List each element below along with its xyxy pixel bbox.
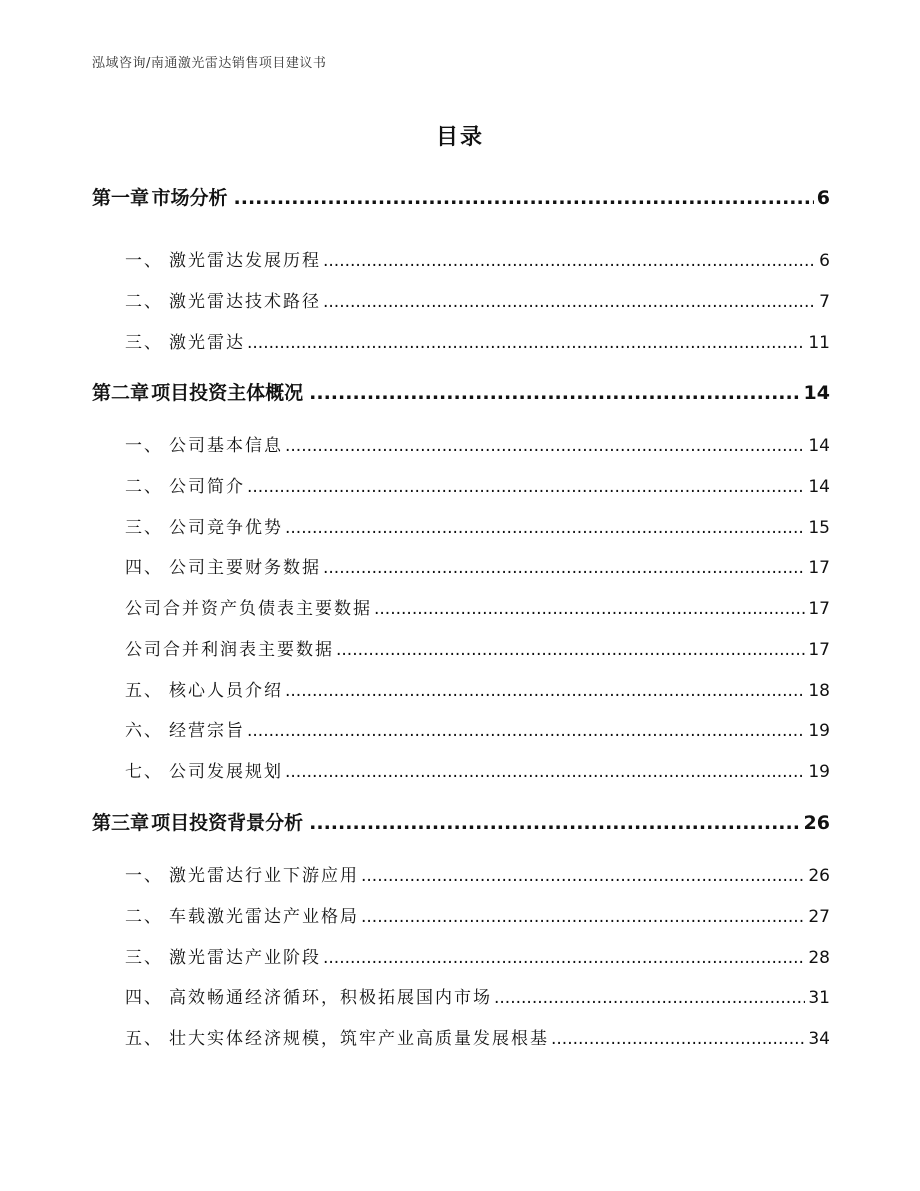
toc-chapter-1[interactable] bbox=[92, 183, 830, 210]
toc-section-title: 激光雷达行业下游应用 bbox=[169, 866, 359, 886]
toc-dot-leader bbox=[494, 988, 805, 1008]
toc-dot-leader bbox=[361, 907, 805, 927]
toc-section-number: 二、 bbox=[125, 477, 163, 497]
toc-page-number: 27 bbox=[808, 907, 830, 927]
toc-section-title: 壮大实体经济规模，筑牢产业高质量发展根基 bbox=[169, 1029, 549, 1049]
toc-section-number: 一、 bbox=[125, 251, 163, 271]
running-header: 泓域咨询/南通激光雷达销售项目建议书 bbox=[92, 56, 327, 71]
toc-section-title: 激光雷达 bbox=[169, 333, 245, 353]
toc-page-number: 14 bbox=[808, 436, 830, 456]
toc-section-number: 二、 bbox=[125, 292, 163, 312]
toc-page-number: 14 bbox=[803, 382, 830, 404]
toc-section-number: 五、 bbox=[125, 1029, 163, 1049]
toc-chapter-number: 第三章 bbox=[92, 812, 150, 834]
toc-page-number: 28 bbox=[808, 948, 830, 968]
toc-chapter-number: 第一章 bbox=[92, 187, 150, 209]
toc-section-title: 公司竞争优势 bbox=[169, 518, 283, 538]
toc-section-title: 公司主要财务数据 bbox=[169, 558, 321, 578]
toc-chapter-title: 项目投资背景分析 bbox=[151, 812, 304, 834]
toc-section-number: 四、 bbox=[125, 558, 163, 578]
toc-section-title: 公司合并利润表主要数据 bbox=[125, 640, 334, 660]
toc-section-number: 六、 bbox=[125, 721, 163, 741]
toc-dot-leader bbox=[361, 866, 805, 886]
toc-page-number: 19 bbox=[808, 721, 830, 741]
toc-dot-leader bbox=[285, 436, 805, 456]
toc-section-2-2[interactable] bbox=[92, 472, 830, 497]
toc-section-2-4[interactable] bbox=[92, 553, 830, 578]
table-of-contents bbox=[92, 0, 830, 1191]
toc-section-2-5[interactable] bbox=[92, 676, 830, 701]
toc-subsection-income-statement[interactable] bbox=[92, 635, 830, 660]
toc-section-title: 公司发展规划 bbox=[169, 762, 283, 782]
toc-section-1-2[interactable] bbox=[92, 287, 830, 312]
toc-page-number: 31 bbox=[808, 988, 830, 1008]
toc-section-number: 一、 bbox=[125, 436, 163, 456]
toc-chapter-2[interactable] bbox=[92, 378, 830, 405]
toc-section-number: 一、 bbox=[125, 866, 163, 886]
toc-section-number: 四、 bbox=[125, 988, 163, 1008]
toc-section-title: 公司基本信息 bbox=[169, 436, 283, 456]
toc-section-number: 七、 bbox=[125, 762, 163, 782]
toc-dot-leader bbox=[285, 762, 805, 782]
toc-section-number: 五、 bbox=[125, 681, 163, 701]
toc-section-title: 激光雷达发展历程 bbox=[169, 251, 321, 271]
toc-section-title: 公司简介 bbox=[169, 477, 245, 497]
toc-chapter-title: 项目投资主体概况 bbox=[151, 382, 304, 404]
toc-section-2-3[interactable] bbox=[92, 513, 830, 538]
toc-page-number: 19 bbox=[808, 762, 830, 782]
toc-page-number: 26 bbox=[803, 812, 830, 834]
toc-section-2-6[interactable] bbox=[92, 716, 830, 741]
page-title: 目录 bbox=[435, 125, 484, 150]
toc-page-number: 14 bbox=[808, 477, 830, 497]
toc-section-3-2[interactable] bbox=[92, 902, 830, 927]
toc-section-1-1[interactable] bbox=[92, 246, 830, 271]
toc-dot-leader bbox=[247, 721, 805, 741]
toc-section-number: 三、 bbox=[125, 518, 163, 538]
toc-dot-leader bbox=[247, 477, 805, 497]
toc-dot-leader bbox=[247, 333, 805, 353]
toc-subsection-balance-sheet[interactable] bbox=[92, 594, 830, 619]
toc-section-number: 三、 bbox=[125, 333, 163, 353]
toc-section-number: 三、 bbox=[125, 948, 163, 968]
toc-dot-leader bbox=[234, 187, 814, 209]
toc-section-title: 高效畅通经济循环，积极拓展国内市场 bbox=[169, 988, 492, 1008]
toc-dot-leader bbox=[323, 292, 816, 312]
toc-page-number: 17 bbox=[808, 599, 830, 619]
toc-dot-leader bbox=[336, 640, 805, 660]
toc-section-title: 激光雷达技术路径 bbox=[169, 292, 321, 312]
toc-dot-leader bbox=[323, 558, 805, 578]
toc-section-title: 核心人员介绍 bbox=[169, 681, 283, 701]
toc-dot-leader bbox=[309, 812, 800, 834]
toc-dot-leader bbox=[551, 1029, 805, 1049]
toc-dot-leader bbox=[323, 251, 816, 271]
toc-section-3-5[interactable] bbox=[92, 1024, 830, 1049]
toc-section-title: 公司合并资产负债表主要数据 bbox=[125, 599, 372, 619]
toc-section-3-1[interactable] bbox=[92, 861, 830, 886]
toc-section-title: 激光雷达产业阶段 bbox=[169, 948, 321, 968]
toc-section-1-3[interactable] bbox=[92, 328, 830, 353]
toc-section-3-3[interactable] bbox=[92, 943, 830, 968]
toc-chapter-number: 第二章 bbox=[92, 382, 150, 404]
toc-section-2-1[interactable] bbox=[92, 431, 830, 456]
toc-page-number: 34 bbox=[808, 1029, 830, 1049]
toc-page-number: 18 bbox=[808, 681, 830, 701]
toc-section-title: 经营宗旨 bbox=[169, 721, 245, 741]
toc-page-number: 7 bbox=[819, 292, 830, 312]
toc-page-number: 17 bbox=[808, 640, 830, 660]
toc-dot-leader bbox=[374, 599, 805, 619]
toc-section-title: 车载激光雷达产业格局 bbox=[169, 907, 359, 927]
toc-page-number: 17 bbox=[808, 558, 830, 578]
toc-section-number: 二、 bbox=[125, 907, 163, 927]
toc-dot-leader bbox=[309, 382, 800, 404]
toc-chapter-title: 市场分析 bbox=[151, 187, 228, 209]
toc-dot-leader bbox=[285, 518, 805, 538]
toc-dot-leader bbox=[323, 948, 805, 968]
toc-page-number: 6 bbox=[819, 251, 830, 271]
toc-page-number: 26 bbox=[808, 866, 830, 886]
toc-section-3-4[interactable] bbox=[92, 983, 830, 1008]
toc-dot-leader bbox=[285, 681, 805, 701]
toc-page-number: 15 bbox=[808, 518, 830, 538]
toc-section-2-7[interactable] bbox=[92, 757, 830, 782]
toc-page-number: 6 bbox=[816, 187, 830, 209]
toc-page-number: 11 bbox=[808, 333, 830, 353]
toc-chapter-3[interactable] bbox=[92, 808, 830, 835]
